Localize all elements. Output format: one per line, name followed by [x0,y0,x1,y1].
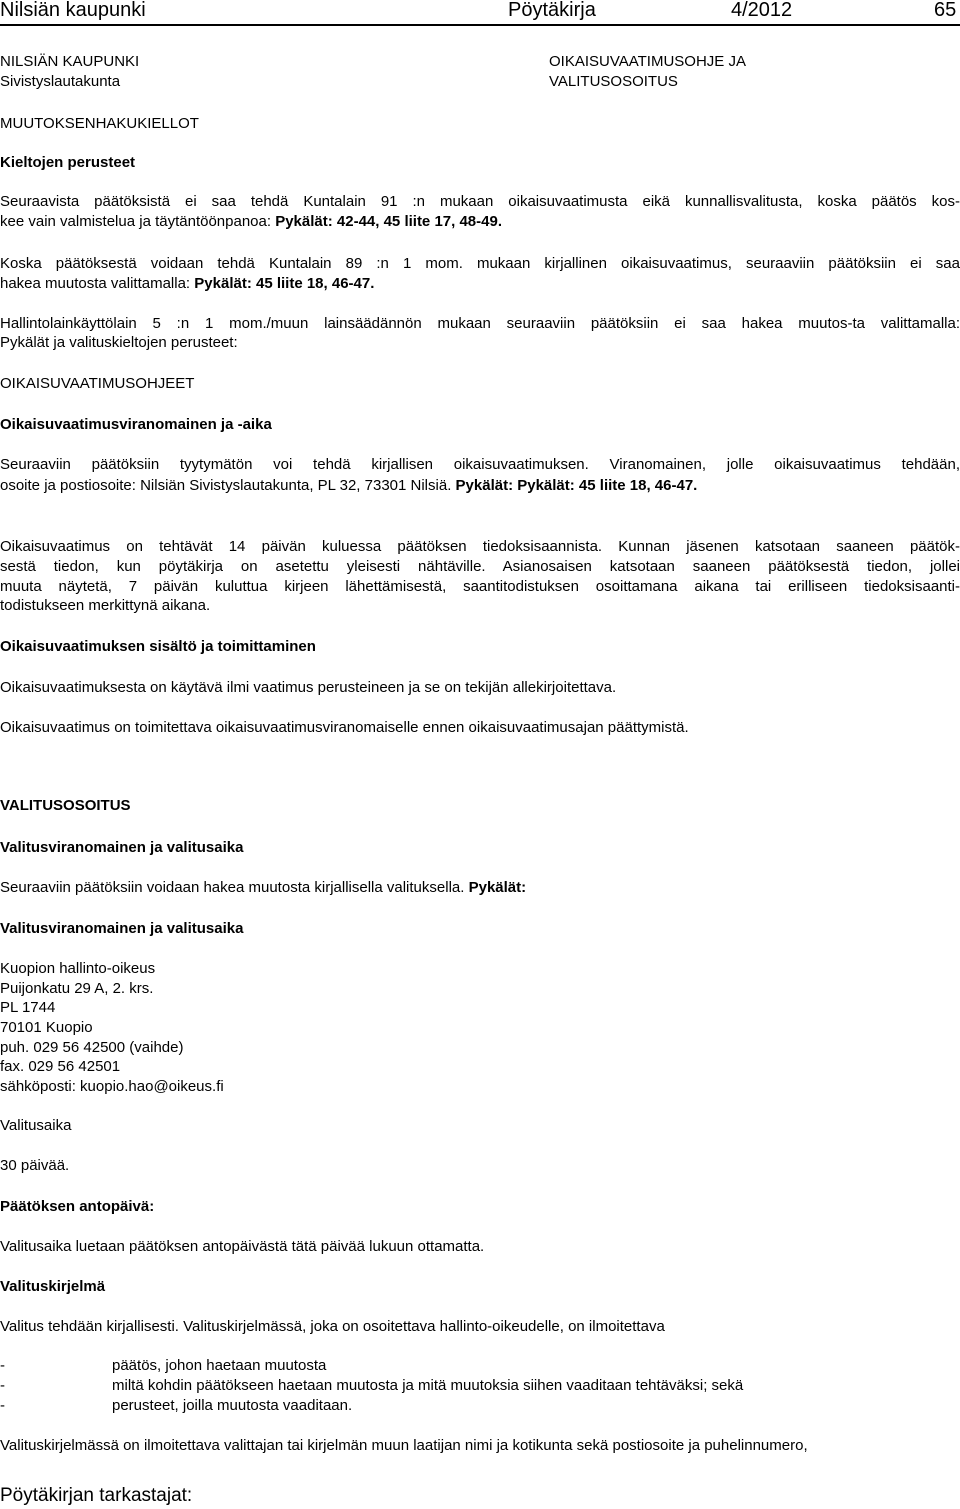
address-line: sähköposti: kuopio.hao@oikeus.fi [0,1078,224,1095]
pykalat-ref: Pykälät: Pykälät: 45 liite 18, 46-47. [455,477,698,494]
paragraph-line: Oikaisuvaatimus on tehtävät 14 päivän kuluessa päätöksen tiedoksisaannista. Kunnan jäsenen katsotaan saaneen päätök- [0,538,960,555]
paragraph-line: muuta näytetä, 7 päivän kuluttua kirjeen lähettämisestä, saantitodistuksen osoittamana aikana tai erilliseen tiedoksisaanti- [0,578,960,595]
section-heading-valitusosoitus: VALITUSOSOITUS [0,797,131,814]
page-header [0,0,960,25]
paragraph-line: Pykälät ja valituskieltojen perusteet: [0,334,238,351]
address-line: 70101 Kuopio [0,1019,93,1036]
paragraph-text: hakea muutosta valittamalla: [0,275,195,292]
list-item: miltä kohdin päätökseen haetaan muutosta ja mitä muutoksia siihen vaaditaan tehtäväksi; sekä [112,1377,744,1394]
header-doc-type: Pöytäkirja [508,0,596,21]
paragraph-line: Seuraavista päätöksistä ei saa tehdä Kuntalain 91 :n mukaan oikaisuvaatimusta eikä kunnallisvalitusta, koska päätös kos- [0,193,960,210]
subheading-valitusviranomainen: Valitusviranomainen ja valitusaika [0,839,244,856]
pykalat-ref: Pykälät: [468,879,527,896]
org-board: Sivistyslautakunta [0,73,121,90]
pykalat-ref: Pykälät: 45 liite 18, 46-47. [194,275,375,292]
paragraph-line: Hallintolainkäyttölain 5 :n 1 mom./muun lainsäädännön mukaan seuraaviin päätöksiin ei saa hakea muutos-ta valittamalla: [0,315,960,332]
paragraph-line [0,878,960,898]
paragraph-line [0,476,960,496]
paragraph-line: Oikaisuvaatimus on toimitettava oikaisuvaatimusviranomaiselle ennen oikaisuvaatimusajan päättymistä. [0,719,689,736]
paragraph-line: Seuraaviin päätöksiin tyytymätön voi tehdä kirjallisen oikaisuvaatimuksen. Viranomainen, jolle oikaisuvaatimus tehdään, [0,456,960,473]
doc-title-line1: OIKAISUVAATIMUSOHJE JA [549,53,746,70]
header-rule [0,24,960,26]
doc-title-line2: VALITUSOSOITUS [549,73,678,90]
address-line: Kuopion hallinto-oikeus [0,960,156,977]
list-item: perusteet, joilla muutosta vaaditaan. [112,1397,353,1414]
list-marker: - [0,1357,5,1374]
paragraph-line: Valituskirjelmässä on ilmoitettava valittajan tai kirjelmän muun laatijan nimi ja kotikunta sekä postiosoite ja puhelinnumero, [0,1437,808,1454]
header-number: 4/2012 [731,0,793,21]
valitusaika-label: Valitusaika [0,1117,72,1134]
paragraph-text: kee vain valmistelua ja täytäntöönpanoa: [0,213,276,230]
subheading-kieltojen-perusteet: Kieltojen perusteet [0,154,136,171]
subheading-oikaisuvaatimusviranomainen: Oikaisuvaatimusviranomainen ja -aika [0,416,272,433]
address-line: fax. 029 56 42501 [0,1058,121,1075]
paragraph-line: todistukseen merkittynä aikana. [0,597,211,614]
paragraph-line [0,274,960,294]
list-marker: - [0,1377,5,1394]
paragraph-line: Koska päätöksestä voidaan tehdä Kuntalain 89 :n 1 mom. mukaan kirjallinen oikaisuvaatimus, seuraaviin päätöksiin ei saa [0,255,960,272]
paragraph-line [0,212,960,232]
paragraph-text: Seuraaviin päätöksiin voidaan hakea muutosta kirjallisella valituksella. [0,879,469,896]
section-heading-muutoksenhakukiellot: MUUTOKSENHAKUKIELLOT [0,115,199,132]
footer-tarkastajat-label: Pöytäkirjan tarkastajat: [0,1485,193,1506]
paragraph-text: osoite ja postiosoite: Nilsiän Sivistyslautakunta, PL 32, 73301 Nilsiä. [0,477,456,494]
address-line: Puijonkatu 29 A, 2. krs. [0,980,154,997]
paragraph-line: Valitusaika luetaan päätöksen antopäivästä tätä päivää lukuun ottamatta. [0,1238,485,1255]
subheading-sisalto-toimittaminen: Oikaisuvaatimuksen sisältö ja toimittaminen [0,638,316,655]
paragraph-line: Oikaisuvaatimuksesta on käytävä ilmi vaatimus perusteineen ja se on tekijän allekirjoitettava. [0,679,617,696]
section-heading-oikaisuvaatimusohjeet: OIKAISUVAATIMUSOHJEET [0,375,195,392]
paragraph-line: Valitus tehdään kirjallisesti. Valituskirjelmässä, joka on osoitettava hallinto-oikeudelle, on ilmoitettava [0,1318,665,1335]
subheading-valitusviranomainen-2: Valitusviranomainen ja valitusaika [0,920,244,937]
org-name: NILSIÄN KAUPUNKI [0,53,140,70]
valituskirjelma-label: Valituskirjelmä [0,1278,106,1295]
list-item: päätös, johon haetaan muutosta [112,1357,327,1374]
header-page-number: 65 [934,0,957,21]
paragraph-line: sestä tiedon, kun pöytäkirja on asetettu yleisesti nähtäville. Asianosaisen katsotaan saaneen päätöksestä tiedon, jollei [0,558,960,575]
pykalat-ref: Pykälät: 42-44, 45 liite 17, 48-49. [275,213,502,230]
list-marker: - [0,1397,5,1414]
address-line: PL 1744 [0,999,56,1016]
valitusaika-value: 30 päivää. [0,1157,70,1174]
header-city: Nilsiän kaupunki [0,0,146,21]
antopaiva-label: Päätöksen antopäivä: [0,1198,155,1215]
address-line: puh. 029 56 42500 (vaihde) [0,1039,184,1056]
